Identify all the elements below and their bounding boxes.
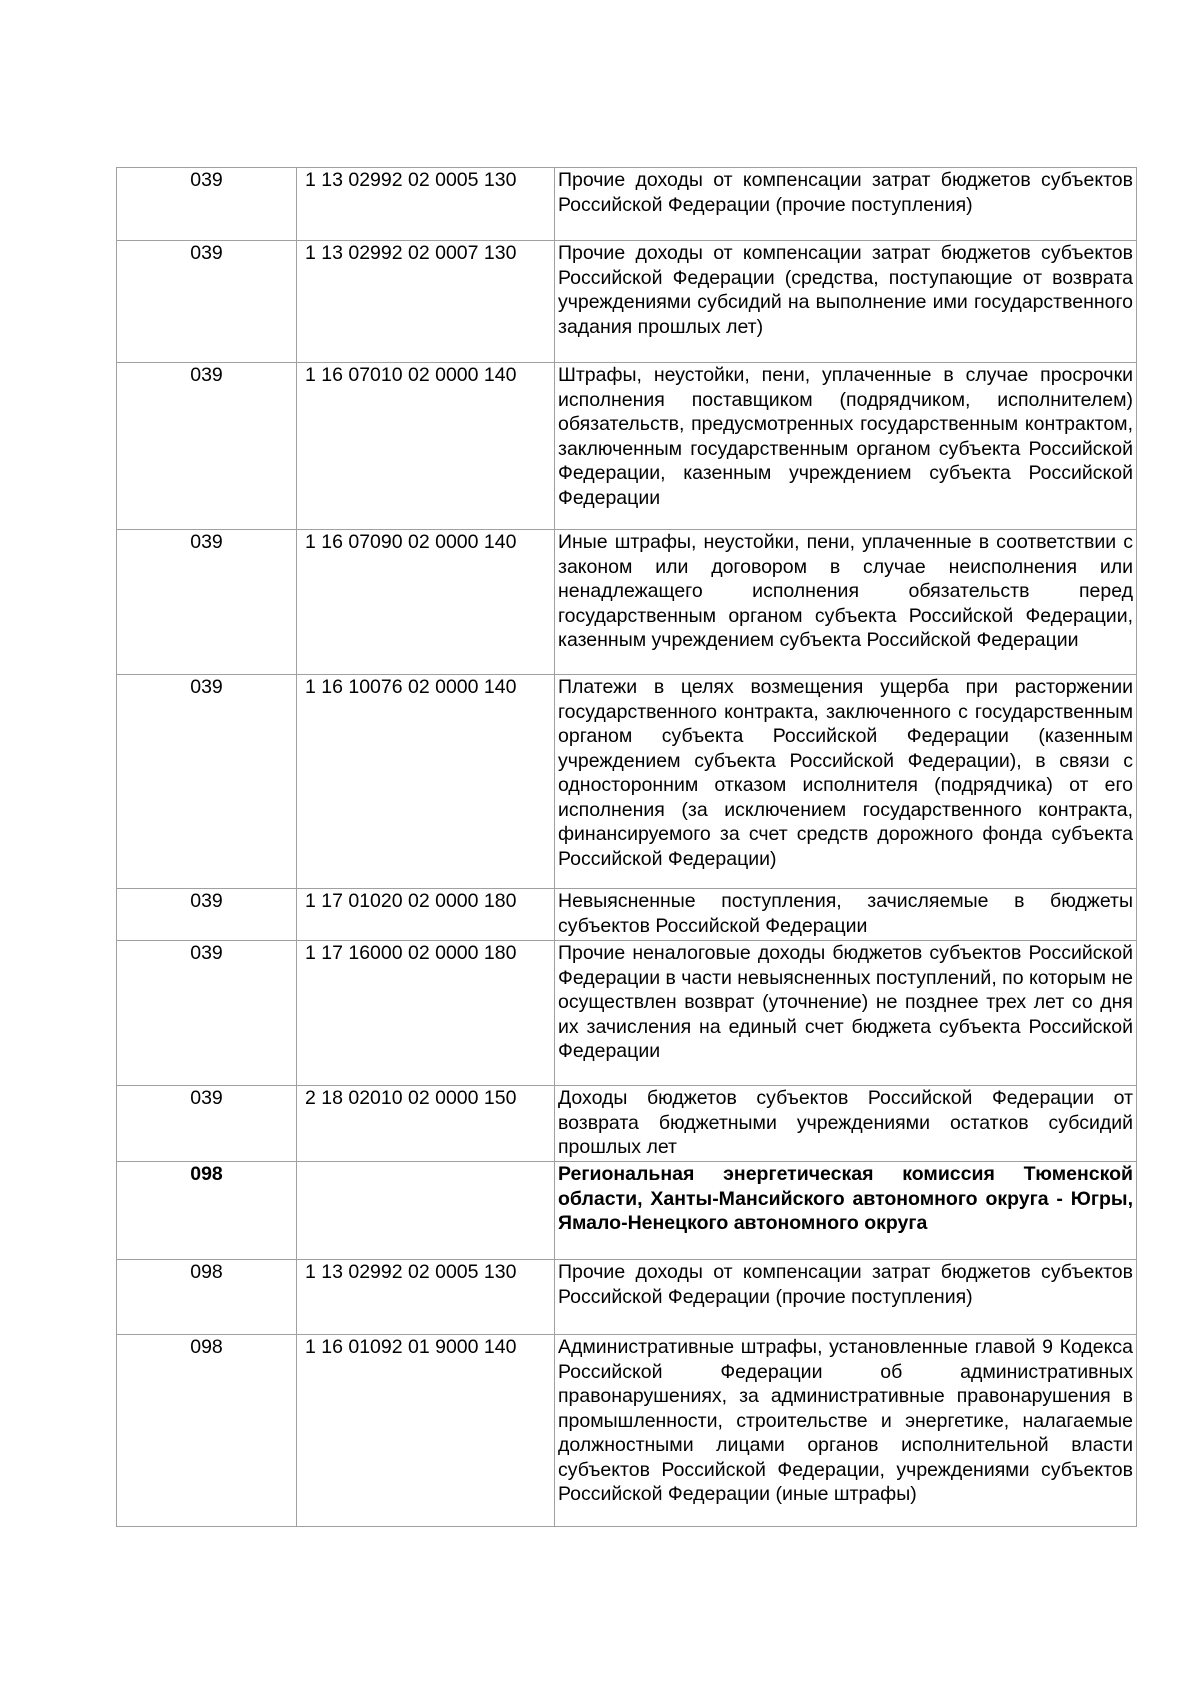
admin-code-cell: 098 [117, 1335, 297, 1527]
budget-code-cell: 1 16 01092 01 9000 140 [297, 1335, 555, 1527]
admin-code-cell: 039 [117, 168, 297, 241]
description-cell [555, 1162, 1137, 1260]
budget-code-cell [297, 1162, 555, 1260]
description-text: Платежи в целях возмещения ущерба при расторжении государственного контракта, заключенного с государственным органом субъекта Российской Федерации (казенным учреждением субъекта Российской Федерации), в связи с односторонним отказом исполнителя (подрядчика) от его исполнения (за исключением государственного контракта, финансируемого за счет средств дорожного фонда субъекта Российской Федерации) [558, 676, 1133, 870]
description-cell [555, 1335, 1137, 1527]
admin-code-cell: 039 [117, 1086, 297, 1162]
description-cell [555, 363, 1137, 530]
admin-code-cell: 039 [117, 363, 297, 530]
budget-code-cell: 1 13 02992 02 0005 130 [297, 1260, 555, 1335]
description-text: Доходы бюджетов субъектов Российской Федерации от возврата бюджетными учреждениями остатков субсидий прошлых лет [558, 1087, 1133, 1158]
budget-code-cell: 1 17 01020 02 0000 180 [297, 889, 555, 941]
table-row [117, 241, 1137, 363]
description-text: Прочие неналоговые доходы бюджетов субъектов Российской Федерации в части невыясненных поступлений, по которым не осуществлен возврат (уточнение) не позднее трех лет со дня их зачисления на единый счет бюджета субъекта Российской Федерации [558, 942, 1134, 1062]
budget-code-cell: 2 18 02010 02 0000 150 [297, 1086, 555, 1162]
description-text: Прочие доходы от компенсации затрат бюджетов субъектов Российской Федерации (средства, поступающие от возврата учреждениями субсидий на выполнение ими государственного задания прошлых лет) [558, 242, 1133, 338]
description-cell [555, 889, 1137, 941]
admin-code-cell: 039 [117, 889, 297, 941]
description-text: Иные штрафы, неустойки, пени, уплаченные в соответствии с законом или договором в случае неисполнения или ненадлежащего исполнения обязательств перед государственным органом субъекта Российской Федерации, казенным учреждением субъекта Российской Федерации [558, 531, 1133, 651]
admin-code-cell: 039 [117, 530, 297, 675]
admin-code-cell: 039 [117, 675, 297, 889]
description-cell [555, 675, 1137, 889]
table-row [117, 1260, 1137, 1335]
table-row [117, 889, 1137, 941]
description-text: Невыясненные поступления, зачисляемые в бюджеты субъектов Российской Федерации [558, 890, 1133, 937]
admin-code-cell: 098 [117, 1162, 297, 1260]
table-row [117, 941, 1137, 1086]
table-row [117, 530, 1137, 675]
budget-code-cell: 1 13 02992 02 0005 130 [297, 168, 555, 241]
admin-code-cell: 098 [117, 1260, 297, 1335]
table-row [117, 675, 1137, 889]
table-row [117, 1086, 1137, 1162]
description-text: Административные штрафы, установленные главой 9 Кодекса Российской Федерации об административных правонарушениях, за административные правонарушения в промышленности, строительстве и энергетике, налагаемые должностными лицами органов исполнительной власти субъектов Российской Федерации, учреждениями субъектов Российской Федерации (иные штрафы) [558, 1336, 1133, 1505]
description-cell [555, 241, 1137, 363]
description-cell [555, 1260, 1137, 1335]
admin-code-cell: 039 [117, 941, 297, 1086]
budget-codes-table [116, 167, 1137, 1527]
description-text: Прочие доходы от компенсации затрат бюджетов субъектов Российской Федерации (прочие поступления) [558, 169, 1133, 216]
table-body [117, 168, 1137, 1527]
description-cell [555, 1086, 1137, 1162]
budget-code-cell: 1 16 07090 02 0000 140 [297, 530, 555, 675]
budget-code-cell: 1 13 02992 02 0007 130 [297, 241, 555, 363]
section-title: Региональная энергетическая комиссия Тюменской области, Ханты-Мансийского автономного округа - Югры, Ямало-Ненецкого автономного округа [558, 1163, 1133, 1234]
description-cell [555, 530, 1137, 675]
section-header-row [117, 1162, 1137, 1260]
budget-code-cell: 1 16 10076 02 0000 140 [297, 675, 555, 889]
description-cell [555, 941, 1137, 1086]
description-text: Прочие доходы от компенсации затрат бюджетов субъектов Российской Федерации (прочие поступления) [558, 1261, 1133, 1308]
description-cell [555, 168, 1137, 241]
admin-code-cell: 039 [117, 241, 297, 363]
table-row [117, 168, 1137, 241]
description-text: Штрафы, неустойки, пени, уплаченные в случае просрочки исполнения поставщиком (подрядчиком, исполнителем) обязательств, предусмотренных государственным контрактом, заключенным государственным органом субъекта Российской Федерации, казенным учреждением субъекта Российской Федерации [558, 364, 1133, 509]
budget-code-cell: 1 17 16000 02 0000 180 [297, 941, 555, 1086]
table-row [117, 363, 1137, 530]
budget-code-cell: 1 16 07010 02 0000 140 [297, 363, 555, 530]
table-row [117, 1335, 1137, 1527]
